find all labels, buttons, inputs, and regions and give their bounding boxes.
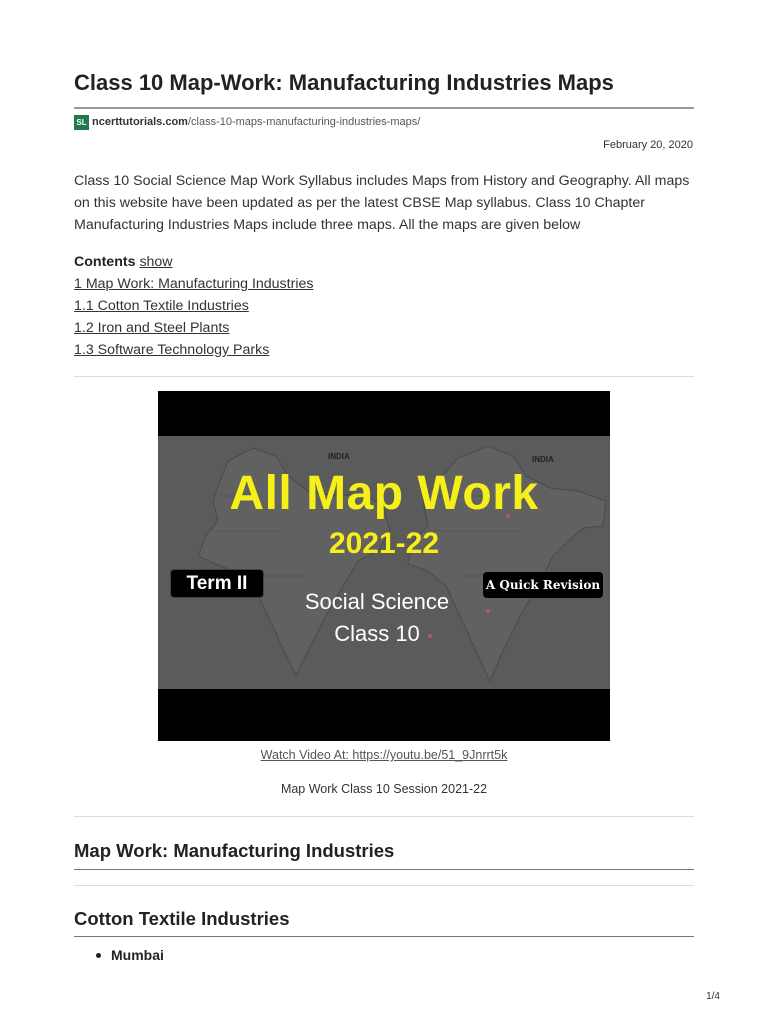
section-divider [74,376,694,377]
map-label-india-right: INDIA [532,455,554,464]
source-line [74,114,420,130]
toc-item-manufacturing[interactable]: 1 Map Work: Manufacturing Industries [74,276,314,292]
term-badge: Term II [170,569,264,598]
toc-toggle-link[interactable]: show [139,254,173,270]
video-subject: Social Science [304,589,450,614]
heading-underline-2 [74,936,694,937]
publish-date: February 20, 2020 [603,139,693,151]
video-class: Class 10 [334,621,420,646]
watch-video-link[interactable]: Watch Video At: https://youtu.be/51_9Jnrrt5k [260,748,508,762]
video-year: 2021-22 [328,527,440,560]
source-domain: ncerttutorials.com [92,116,188,128]
list-item [96,947,164,963]
toc-item-cotton[interactable]: 1.1 Cotton Textile Industries [74,298,249,314]
toc-header [74,251,313,273]
caption-divider [74,816,694,817]
section-heading-cotton: Cotton Textile Industries [74,908,290,929]
source-path: /class-10-maps-manufacturing-industries-maps/ [187,116,421,128]
video-thumbnail[interactable] [158,391,610,741]
source-link[interactable] [92,116,420,128]
section-heading-manufacturing: Map Work: Manufacturing Industries [74,840,395,861]
map-label-india-left: INDIA [328,452,350,461]
page-title: Class 10 Map-Work: Manufacturing Industries Maps [74,70,614,95]
toc-label: Contents [74,254,136,270]
bullet-icon [96,953,101,958]
intro-paragraph: Class 10 Social Science Map Work Syllabus includes Maps from History and Geography. All maps on this website have been updated as per the latest CBSE Map syllabus. Class 10 Chapter Manufacturing Industries Maps include three maps. All the maps are given below [74,173,690,233]
title-divider [74,107,694,109]
video-frame [158,436,610,689]
list-item-label: Mumbai [111,947,164,963]
table-of-contents [74,251,313,361]
section-divider-2 [74,885,694,886]
toc-item-software-parks[interactable]: 1.3 Software Technology Parks [74,342,270,358]
toc-item-iron-steel[interactable]: 1.2 Iron and Steel Plants [74,320,230,336]
video-caption: Map Work Class 10 Session 2021-22 [280,782,488,796]
video-headline: All Map Work [229,467,539,520]
site-logo-icon: SL [74,115,89,130]
heading-underline [74,869,694,870]
revision-badge: A Quick Revision [483,572,603,598]
page-number: 1/4 [706,991,720,1002]
